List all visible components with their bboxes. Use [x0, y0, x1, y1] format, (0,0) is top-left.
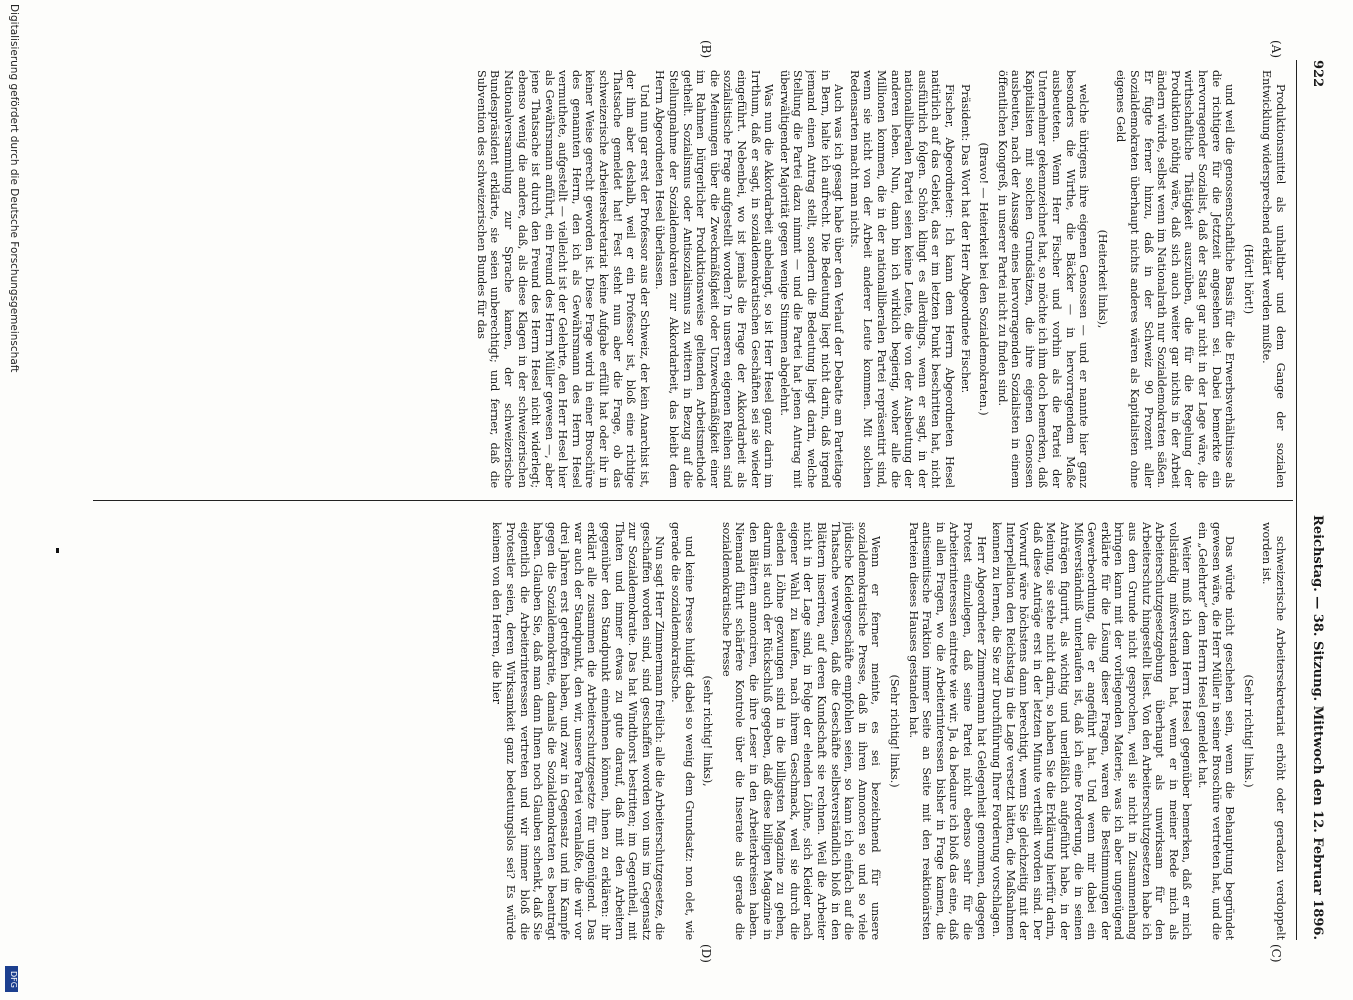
paragraph: Und nun gar erst der Professor aus der Schweiz, der kein Anarchist ist, der ihm aber deshalb, weil er ein Professor ist, bloß eine richtige Thatsache gemeldet hat! Fest steht nun aber die Frage, ob das schweizerische Arbeitersekretariat keine Aufgabe erfüllt hat oder ihr in keiner Weise gerecht geworden ist. Diese Frage wird in einer Broschüre des genannten Herrn, den ich als Gewährsmann des Herrn Hesel vermuthete, aufgestellt — vielleicht ist der Gelehrte, den Herr Hesel hier als Gewährsmann anführt, ein Freund des Herrn Müller gewesen —, aber jene Thatsache ist durch den Freund des Herrn Hesel nicht widerlegt; ebenso wenig die andere, daß, als diese Klagen in der schweizerischen Nationalversammlung zur Sprache kamen, der schweizerische Bundespräsident erklärte, sie seien unberechtigt; und ferner, daß die Subvention des schweizerischen Bundes für das [474, 70, 651, 488]
ink-dot [56, 548, 59, 553]
paragraph: und weil die genossenschaftliche Basis für die Erwerbsverhältnisse als die richtigere für die Jetztzeit angesehen sei. Dabei bemerkte ein hervorragender Sozialist, daß der Staat gar nicht in der Lage wäre, die wirthschaftliche Thätigkeit auszuüben, die für die Regelung der Produktion nöthig wäre, daß sich auch weiter gar nichts in der Arbeit ändern würde, selbst wenn im Nationalrath nur Sozialdemokraten säßen. Er fügte ferner hinzu, daß in der Schweiz 90 Prozent aller Sozialdemokraten überhaupt nichts anderes wären als Kapitalisten ohne eigenes Geld [1114, 70, 1237, 488]
footer-text: Digitalisierung gefördert durch die Deutsche Forschungsgemeinschaft [8, 4, 20, 373]
paragraph: Produktionsmittel als unhaltbar und dem Gange der sozialen Entwicklung widersprechend erklärt werden mußte. [1260, 70, 1287, 488]
margin-marker-d: (D) [699, 944, 713, 963]
paragraph: Was nun die Akkordarbeit anbelangt, so ist Herr Hesel ganz darin im Irrthum, daß er sagt, in sozialdemokratischen Geschäften sei sie wieder eingeführt. Nebenbei, wo ist jemals die Frage der Akkordarbeit als sozialistische Frage aufgestellt worden? In unseren eigenen Reihen sind die Meinungen über die Zweckmäßigkeit oder Unzweckmäßigkeit einer im Rahmen bürgerlicher Produktionsweise geltenden Arbeitsmethode getheilt. Sozialismus oder Antisozialismus zu wittern in Bezug auf die Stellungnahme der Sozialdemokraten zur Akkordarbeit, das bleibt dem Herrn Abgeordneten Hesel überlassen. [653, 70, 776, 488]
paragraph: Präsident: Das Wort hat der Herr Abgeordnete Fischer. [958, 84, 972, 394]
paragraph: (Sehr richtig! links.) [1241, 674, 1255, 788]
paragraph: Auch was ich gesagt habe über den Verlauf der Debatte am Parteitage in Bern, halte ich aufrecht. Die Bedeutung liegt nicht darin, daß irgend jemand einen Antrag stellt, sondern die Bedeutung liegt darin, welche Stellung die Partei dazu nimmt — und die Partei hat jenen Antrag mit überwältigender Majorität gegen wenige Stimmen abgelehnt. [777, 70, 846, 488]
dfg-logo: DFG [5, 966, 18, 992]
margin-marker-c: (C) [1269, 944, 1283, 963]
left-column [97, 70, 1287, 488]
margin-marker-b: (B) [699, 40, 713, 59]
paragraph: Das würde nicht geschehen sein, wenn die Behauptung begründet gewesen wäre, die Herr Müller in seiner Broschüre vertreten hat, und die ein „Gelehrter“ dem Herrn Hesel gemeldet hat. [1196, 522, 1237, 940]
column-divider [93, 500, 1293, 501]
paragraph: schweizerische Arbeitersekretariat erhöht oder geradezu verdoppelt worden ist. [1260, 522, 1287, 940]
paragraph: welche übrigens ihre eigenen Genossen — und er nannte hier ganz besonders die Wirthe, die Bäcker — in hervorragendem Maße ausbeuteten. Wenn Herr Fischer und vorhin als die Partei der Unternehmer gekennzeichnet hat, so möchte ich ihm doch bemerken, daß Kapitalisten mit solchen Grundsätzen, die ihre eigenen Genossen ausbeuten, nach der Aussage eines hervorragenden Sozialisten in einem öffentlichen Kongreß, in unserer Partei nicht zu finden sind. [995, 70, 1091, 488]
paragraph: (sehr richtig! links), [701, 675, 715, 787]
paragraph: Wenn er ferner meinte, es sei bezeichnend für unsere sozialdemokratische Presse, daß in ihren Annoncen so und so viele jüdische Kleidergeschäfte empfohlen seien, so kann ich einfach auf die Thatsache verweisen, daß die Geschäfte selbstverständlich bloß in den Blättern inseriren, auf deren Kundschaft sie rechnen. Weil die Arbeiter nicht in der Lage sind, in Folge der elenden Löhne, sich Kleider nach eigener Wahl zu kaufen, nach ihrem Geschmack, weil sie durch die elenden Löhne gezwungen sind in die billigsten Magazine zu gehen, darum ist auch der Rückschluß gegeben, daß diese billigen Magazine in den Blättern annonciren, die ihre Leser in den Arbeiterkreisen haben. Niemand führt schärfere Kontrole über die Inserate als gerade die sozialdemokratische Presse [719, 522, 883, 940]
right-column [97, 522, 1287, 940]
page-header [1305, 60, 1325, 940]
paragraph: Nun sagt Herr Zimmermann freilich: alle die Arbeiterschutzgesetze, die geschaffen worden sind, sind geschaffen worden von uns im Gegensatz zur Sozialdemokratie. Das hat Windthorst bestritten; im Gegentheil, mit Thaten und immer etwas zu gute darauf, daß mit den Arbeitern gegenüber den Standpunkt einnehmen können, ihnen zu erklären: ihr erklärt alle zusammen die Arbeiterschutzgesetze für ungenügend. Das war auch der Standpunkt, den wir, unsere Partei veranlaßte, die wir vor drei Jahren erst getroffen haben, und zwar in Gegensatz und im Kampfe gegen die Sozialdemokratie, damals die Sozialdemokraten es beantragt haben. Glauben Sie, daß man dann Ihnen noch Glauben schenkt, daß Sie eigentlich die Arbeiterinteressen vertreten und wir immer bloß die Protestler seien, deren Wirksamkeit ganz bedeutungslos sei? Es würde keinem von den Herren, die hier [490, 522, 667, 940]
paragraph: (Hört! hört!) [1241, 243, 1255, 315]
header-rule [1296, 60, 1297, 940]
paragraph: (Heiterkeit links), [1095, 229, 1109, 329]
page-number: 922 [1310, 60, 1325, 88]
paragraph: Weiter muß ich dem Herrn Hesel gegenüber bemerken, daß er mich vollständig mißverstanden hat, wenn er in meiner Rede mich als Arbeiterschutzgesetzgebung überhaupt als unwirksam für den Arbeiterschutz hingestellt liest. Von den Arbeiterschutzgesetzen habe ich aus dem Grunde nicht gesprochen, weil sie nicht in Zusammenhang bringen kann mit der vorliegenden Materie; was ich aber ungenügend erklärte für die Lösung dieser Fragen, waren die Bestimmungen der Gewerbeordnung, die er angeführt hat. Und wenn mir dabei ein Mißverständniß unterlaufen ist, daß ich eine Forderung, die in seinen Anträgen figurirt, als wichtig und unerläßlich aufgeführt habe, in der Meinung, sie stehe nicht darin, so haben Sie die Erklärung hierfür darin, daß diese Anträge erst in der letzten Minute vertheilt worden sind. Der Vorwurf wäre höchstens dann berechtigt, wenn Sie gleichzeitig mit der Interpellation den Reichstag in die Lage versetzt hätten, die Maßnahmen kennen zu lernen, die Sie zur Durchführung Ihrer Forderung vorschlagen. [990, 522, 1194, 940]
margin-marker-a: (A) [1269, 40, 1283, 59]
footer-strip [2, 0, 22, 1000]
paragraph: (Sehr richtig! links.) [887, 674, 901, 788]
paragraph: Herr Abgeordneter Zimmermann hat Gelegenheit genommen, dagegen Protest einzulegen, daß seine Partei nicht ebenso sehr für die Arbeiterinteressen eintrete wie wir. Ja, da bedaure ich bloß das eine, daß in allen Fragen, wo die Arbeiterinteressen bisher in Frage kamen, die antisemitische Fraktion immer Seite an Seite mit den reaktionärsten Parteien dieses Hauses gestanden hat. [906, 522, 988, 940]
paragraph: Fischer, Abgeordneter: Ich kann dem Herrn Abgeordneten Hesel natürlich auf das Gebiet, das er im letzten Punkt beschritten hat, nicht ausführlich folgen. Schön klingt es allerdings, wenn er sagt, in der nationalliberalen Partei seien keine Leute, die von der Ausbeutung der anderen leben. Nun, dann bin ich wirklich begierig, woher alle die Millionen kommen, die in der nationalliberalen Partei repräsentirt sind, wenn sie nicht von der Arbeit anderer Leute kommen. Mit solchen Redensarten macht man nichts. [847, 70, 956, 488]
paragraph: (Bravo! — Heiterkeit bei den Sozialdemokraten.) [977, 142, 991, 416]
paragraph: und keine Presse huldigt dabei so wenig dem Grundsatz: non olet, wie gerade die sozialdemokratische. [669, 522, 696, 940]
header-title: Reichstag. — 38. Sitzung. Mittwoch den 12. Februar 1896. [1310, 515, 1325, 940]
